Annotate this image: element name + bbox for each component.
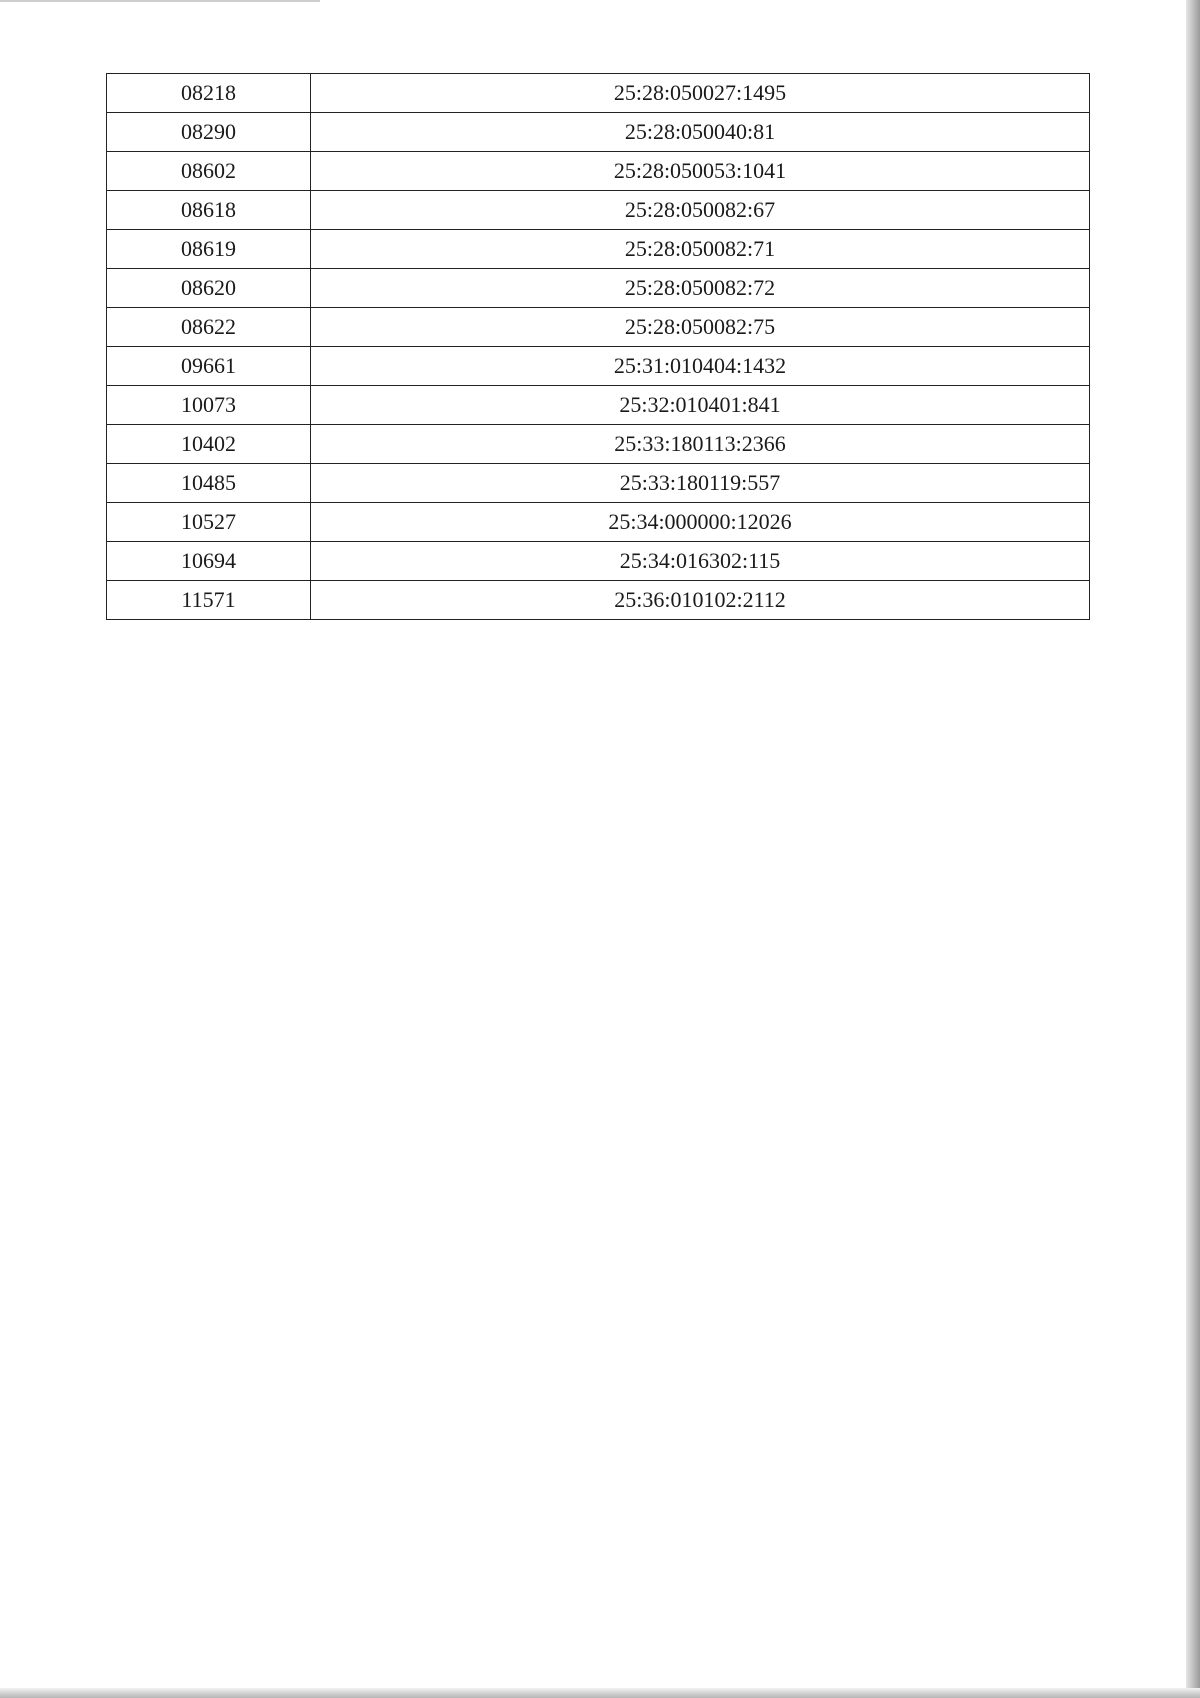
cadastral-number-cell: 25:33:180113:2366: [311, 425, 1090, 464]
row-number-cell: 10402: [107, 425, 311, 464]
cadastral-number-cell: 25:28:050082:75: [311, 308, 1090, 347]
cadastral-number-cell: 25:28:050053:1041: [311, 152, 1090, 191]
table-row: [107, 308, 1090, 347]
row-number-cell: 08619: [107, 230, 311, 269]
scan-edge-bottom: [0, 1688, 1200, 1698]
row-number-cell: 08618: [107, 191, 311, 230]
cadastral-number-cell: 25:34:000000:12026: [311, 503, 1090, 542]
cadastral-number-cell: 25:36:010102:2112: [311, 581, 1090, 620]
cadastral-number-cell: 25:28:050040:81: [311, 113, 1090, 152]
table-row: [107, 425, 1090, 464]
table-row: [107, 581, 1090, 620]
table-row: [107, 74, 1090, 113]
row-number-cell: 08290: [107, 113, 311, 152]
cadastral-number-cell: 25:34:016302:115: [311, 542, 1090, 581]
table-row: [107, 230, 1090, 269]
row-number-cell: 08218: [107, 74, 311, 113]
row-number-cell: 11571: [107, 581, 311, 620]
row-number-cell: 10694: [107, 542, 311, 581]
scan-edge-right: [1186, 0, 1200, 1698]
table-row: [107, 269, 1090, 308]
row-number-cell: 10073: [107, 386, 311, 425]
row-number-cell: 08620: [107, 269, 311, 308]
table-row: [107, 542, 1090, 581]
cadastral-number-cell: 25:31:010404:1432: [311, 347, 1090, 386]
table-row: [107, 191, 1090, 230]
cadastral-table: [106, 73, 1090, 620]
cadastral-number-cell: 25:28:050082:72: [311, 269, 1090, 308]
table-row: [107, 152, 1090, 191]
row-number-cell: 10485: [107, 464, 311, 503]
cadastral-number-cell: 25:32:010401:841: [311, 386, 1090, 425]
table-row: [107, 464, 1090, 503]
table-row: [107, 386, 1090, 425]
row-number-cell: 09661: [107, 347, 311, 386]
cadastral-number-cell: 25:33:180119:557: [311, 464, 1090, 503]
scan-edge-top: [0, 0, 320, 2]
table-row: [107, 503, 1090, 542]
row-number-cell: 10527: [107, 503, 311, 542]
cadastral-number-cell: 25:28:050027:1495: [311, 74, 1090, 113]
table-row: [107, 347, 1090, 386]
row-number-cell: 08602: [107, 152, 311, 191]
cadastral-number-cell: 25:28:050082:71: [311, 230, 1090, 269]
row-number-cell: 08622: [107, 308, 311, 347]
cadastral-number-cell: 25:28:050082:67: [311, 191, 1090, 230]
table-row: [107, 113, 1090, 152]
